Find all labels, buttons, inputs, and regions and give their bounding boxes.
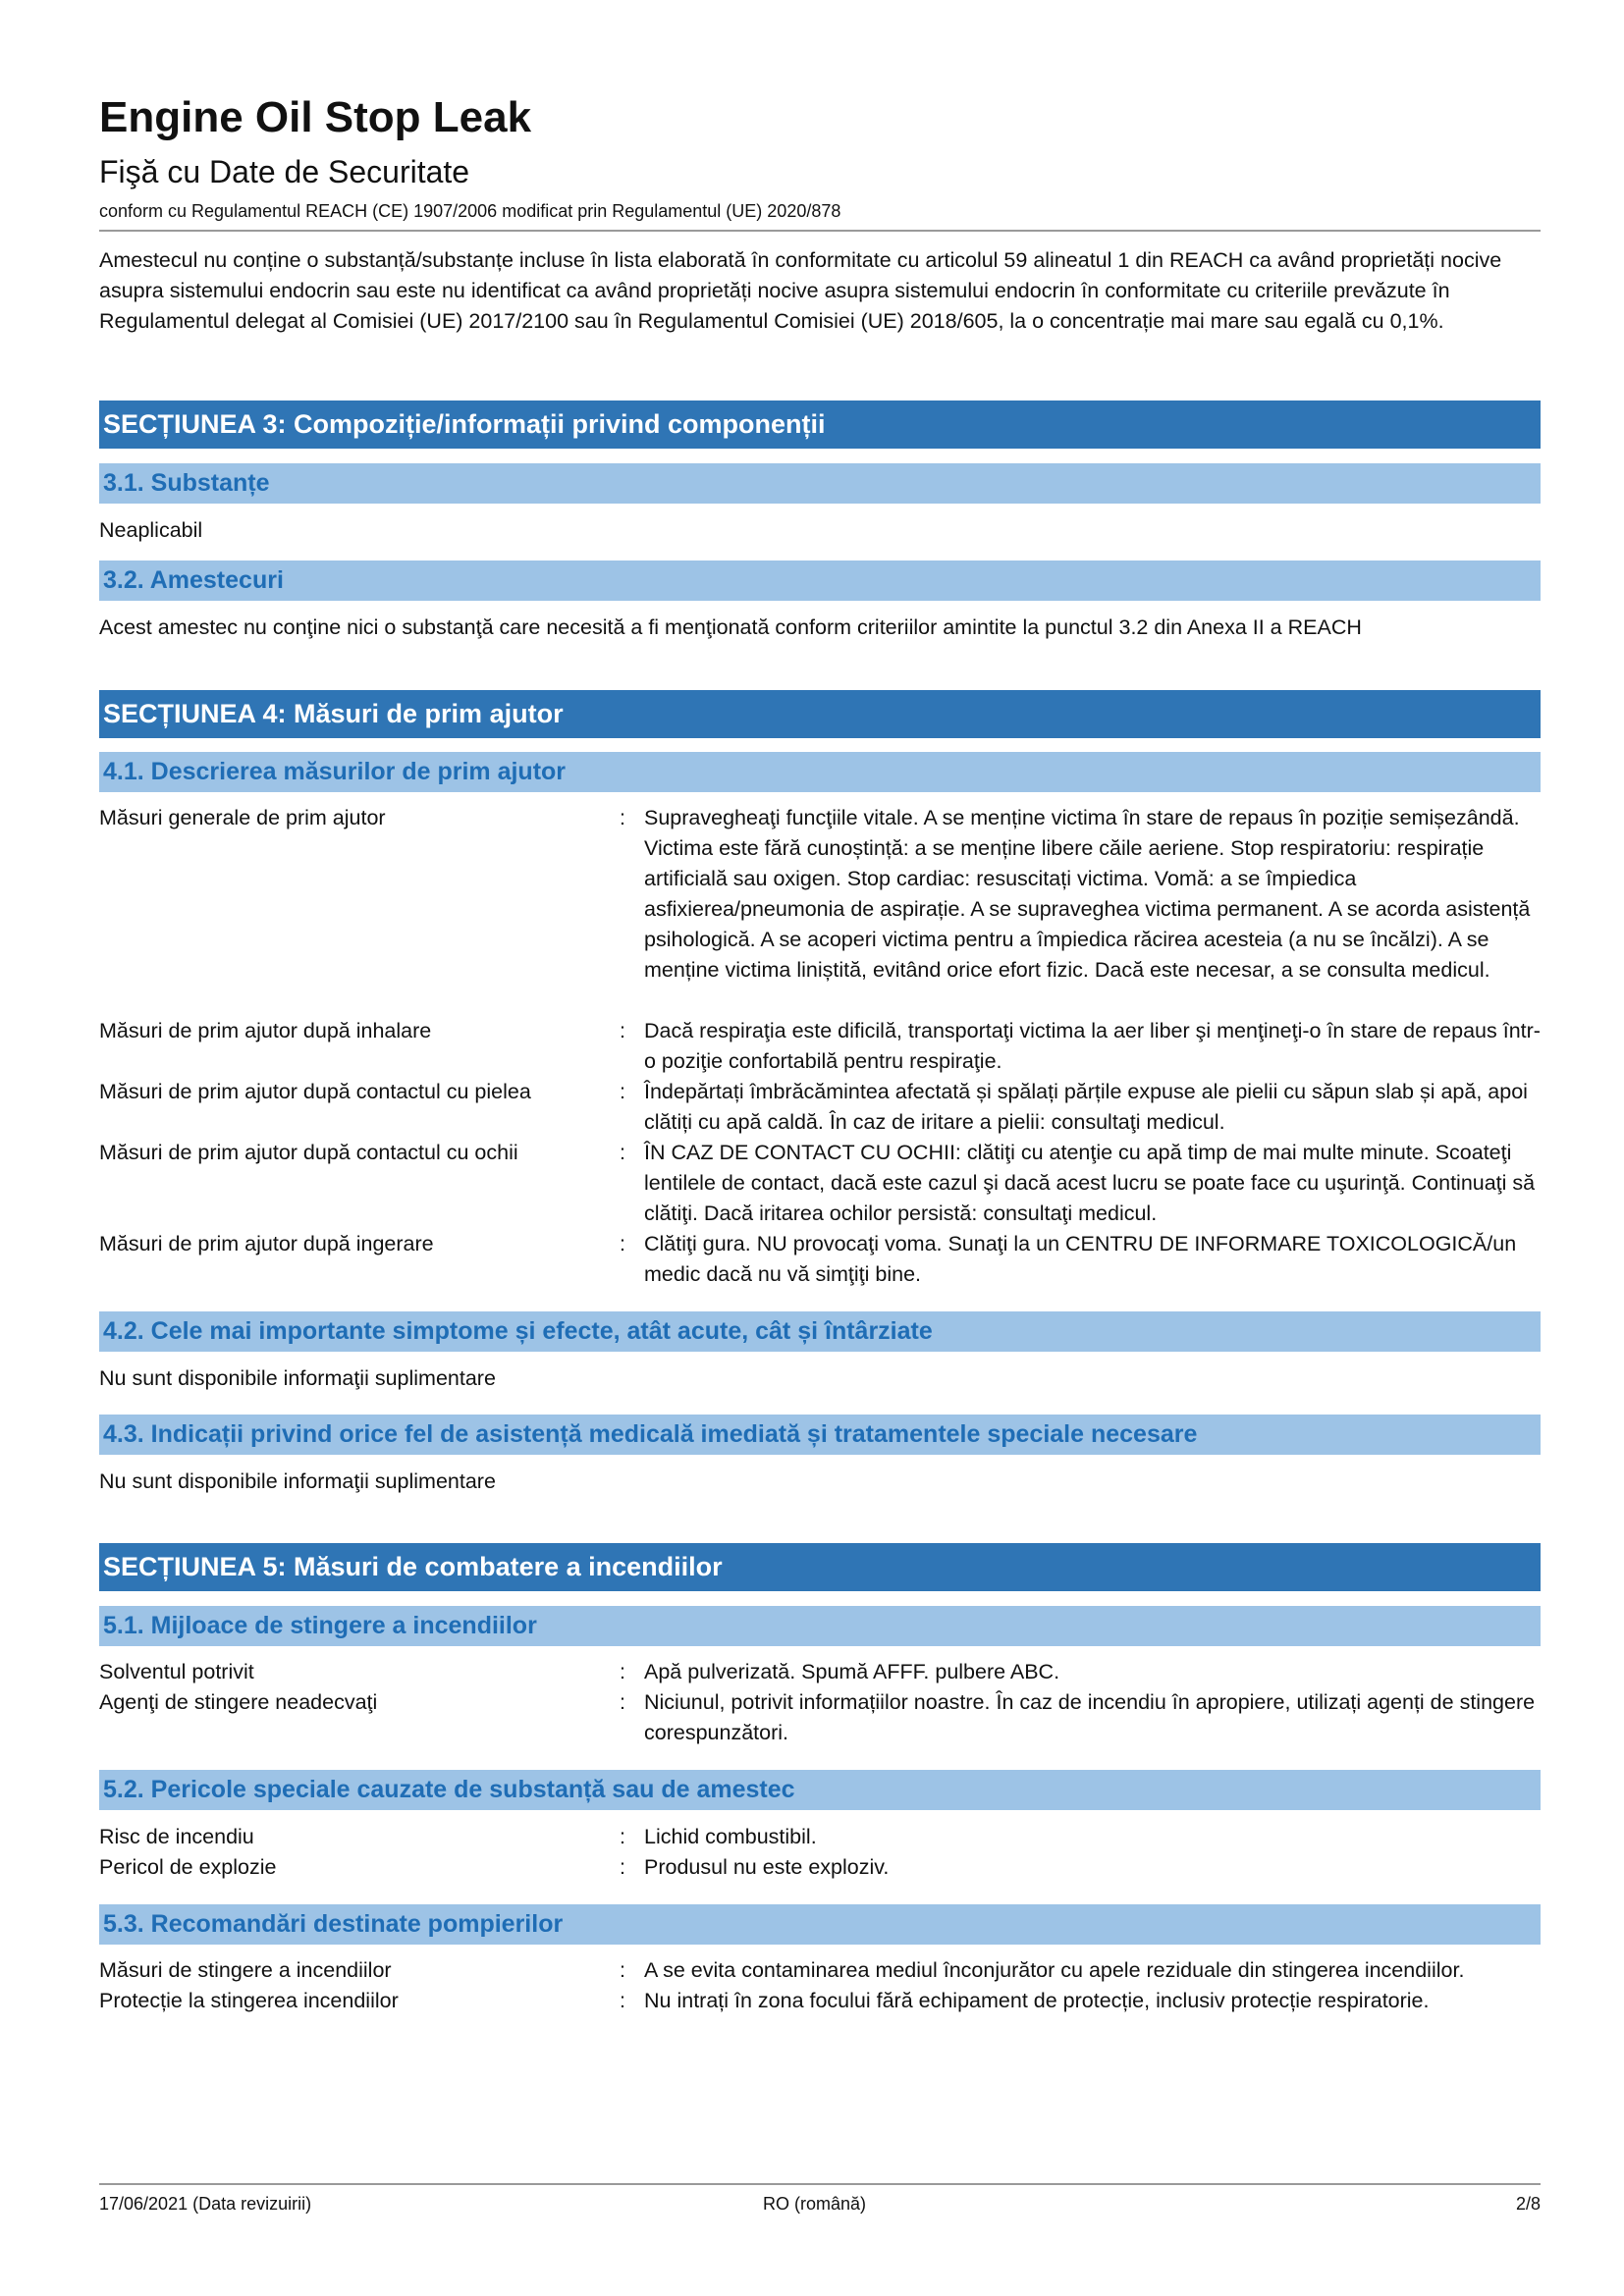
- row-label: Măsuri generale de prim ajutor: [99, 806, 386, 829]
- row-colon: :: [620, 1825, 625, 1848]
- row-colon: :: [620, 1690, 625, 1714]
- row-value: Nu intrați în zona focului fără echipament de protecție, inclusiv protecție respiratorie.: [644, 1989, 1430, 2012]
- row-colon: :: [620, 1958, 625, 1982]
- subsection-4-1-header: 4.1. Descrierea măsurilor de prim ajutor: [99, 752, 1541, 792]
- row-label: Măsuri de prim ajutor după contactul cu pielea: [99, 1080, 531, 1103]
- regulation-reference: conform cu Regulamentul REACH (CE) 1907/2006 modificat prin Regulamentul (UE) 2020/878: [99, 201, 841, 221]
- row-label: Măsuri de stingere a incendiilor: [99, 1958, 392, 1982]
- row-label: Pericol de explozie: [99, 1855, 277, 1879]
- row-label: Protecție la stingerea incendiilor: [99, 1989, 399, 2012]
- endocrine-statement: Amestecul nu conține o substanță/substanțe incluse în lista elaborată în conformitate cu articolul 59 alineatul 1 din REACH ca având proprietăți nocive asupra sistemului endocrin sau este nu identificat ca având proprietăți nocive asupra sistemului endocrin în conformitate cu criteriile prevăzute în Regulamentul delegat al Comisiei (UE) 2017/2100 sau în Regulamentul Comisiei (UE) 2018/605, la o concentrație mai mare sau egală cu 0,1%.: [99, 248, 1502, 333]
- header-divider: [99, 230, 1541, 232]
- row-colon: :: [620, 1019, 625, 1042]
- row-colon: :: [620, 1141, 625, 1164]
- row-value: Apă pulverizată. Spumă AFFF. pulbere ABC.: [644, 1660, 1060, 1683]
- footer-divider: [99, 2183, 1541, 2185]
- row-label: Risc de incendiu: [99, 1825, 254, 1848]
- subsection-3-2-header: 3.2. Amestecuri: [99, 561, 1541, 601]
- row-colon: :: [620, 1080, 625, 1103]
- section-3-header: SECȚIUNEA 3: Compoziție/informații privind componenții: [99, 400, 1541, 449]
- subsection-4-2-header: 4.2. Cele mai importante simptome și efecte, atât acute, cât și întârziate: [99, 1311, 1541, 1352]
- row-value: Niciunul, potrivit informațiilor noastre. În caz de incendiu în apropiere, utilizați agenți de stingere corespunzători.: [644, 1690, 1536, 1744]
- document-title: Engine Oil Stop Leak: [99, 93, 532, 141]
- row-colon: :: [620, 1232, 625, 1255]
- row-value: Supravegheaţi funcţiile vitale. A se menține victima în stare de repaus în poziție semișezândă. Victima este fără cunoștință: a se menține libere căile aeriene. Stop respiratoriu: respirație artificială sau oxigen. Stop cardiac: resuscitați victima. Vomă: a se împiedica asfixierea/pneumonia de aspirație. A se supraveghea victima permanent. A se acorda asistență psihologică. A se acoperi victima pentru a împiedica răcirea acesteia (a nu se încălzi). A se menține victima liniștită, evitând orice efort fizic. Dacă este necesar, a se consulta medicul.: [644, 806, 1531, 982]
- row-label: Măsuri de prim ajutor după ingerare: [99, 1232, 434, 1255]
- row-colon: :: [620, 1660, 625, 1683]
- row-label: Măsuri de prim ajutor după contactul cu ochii: [99, 1141, 518, 1164]
- subsection-5-3-header: 5.3. Recomandări destinate pompierilor: [99, 1904, 1541, 1945]
- subsection-4-3-header: 4.3. Indicații privind orice fel de asistență medicală imediată și tratamentele speciale necesare: [99, 1415, 1541, 1455]
- row-colon: :: [620, 1855, 625, 1879]
- subsection-3-1-text: Neaplicabil: [99, 518, 203, 542]
- section-4-header: SECȚIUNEA 4: Măsuri de prim ajutor: [99, 690, 1541, 738]
- subsection-3-1-header: 3.1. Substanțe: [99, 463, 1541, 504]
- row-value: ÎN CAZ DE CONTACT CU OCHII: clătiţi cu atenţie cu apă timp de mai multe minute. Scoateţi lentilele de contact, dacă este cazul şi dacă acest lucru se poate face cu uşurinţă. Continuaţi să clătiţi. Dacă iritarea ochilor persistă: consultaţi medicul.: [644, 1141, 1536, 1225]
- subsection-5-2-header: 5.2. Pericole speciale cauzate de substanță sau de amestec: [99, 1770, 1541, 1810]
- row-value: Dacă respiraţia este dificilă, transportaţi victima la aer liber şi menţineţi-o în stare de repaus într-o poziţie confortabilă pentru respiraţie.: [644, 1019, 1541, 1073]
- row-label: Agenţi de stingere neadecvaţi: [99, 1690, 378, 1714]
- row-value: Lichid combustibil.: [644, 1825, 817, 1848]
- row-value: Clătiţi gura. NU provocaţi voma. Sunaţi la un CENTRU DE INFORMARE TOXICOLOGICĂ/un medic dacă nu vă simţiţi bine.: [644, 1232, 1517, 1286]
- subsection-5-1-header: 5.1. Mijloace de stingere a incendiilor: [99, 1606, 1541, 1646]
- subsection-4-3-text: Nu sunt disponibile informaţii suplimentare: [99, 1469, 496, 1493]
- row-label: Măsuri de prim ajutor după inhalare: [99, 1019, 432, 1042]
- row-value: A se evita contaminarea mediul înconjurător cu apele reziduale din stingerea incendiilor.: [644, 1958, 1465, 1982]
- row-value: Îndepărtați îmbrăcămintea afectată și spălați părțile expuse ale pielii cu săpun slab și apă, apoi clătiți cu apă caldă. În caz de iritare a pielii: consultaţi medicul.: [644, 1080, 1528, 1134]
- row-colon: :: [620, 806, 625, 829]
- row-value: Produsul nu este exploziv.: [644, 1855, 890, 1879]
- section-5-header: SECȚIUNEA 5: Măsuri de combatere a incendiilor: [99, 1543, 1541, 1591]
- subsection-3-2-text: Acest amestec nu conţine nici o substanţă care necesită a fi menţionată conform criteriilor amintite la punctul 3.2 din Anexa II a REACH: [99, 615, 1362, 639]
- row-label: Solventul potrivit: [99, 1660, 254, 1683]
- row-colon: :: [620, 1989, 625, 2012]
- document-subtitle: Fişă cu Date de Securitate: [99, 154, 470, 189]
- revision-date: 17/06/2021 (Data revizuirii): [99, 2194, 312, 2214]
- subsection-4-2-text: Nu sunt disponibile informaţii suplimentare: [99, 1366, 496, 1390]
- page-number: 2/8: [1515, 2194, 1541, 2214]
- document-language: RO (română): [763, 2194, 867, 2214]
